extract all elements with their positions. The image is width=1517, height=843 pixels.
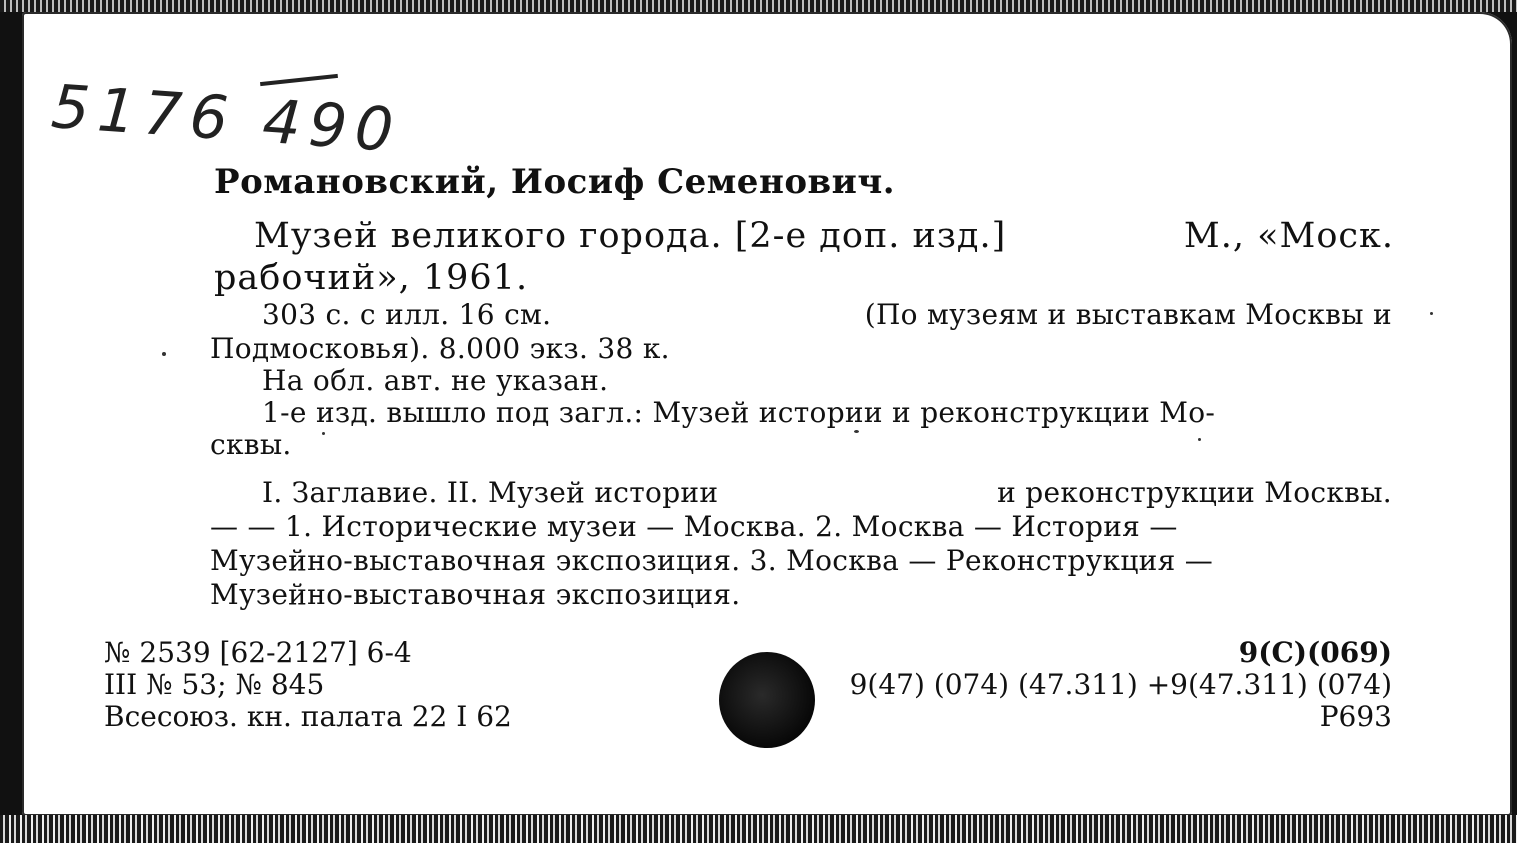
author-mark: Р693 bbox=[1319, 700, 1392, 733]
pages-size: 303 с. с илл. 16 см. bbox=[262, 298, 552, 331]
subject-title-entries: I. Заглавие. II. Музей истории bbox=[262, 476, 719, 509]
physical-description-line-2: Подмосковья). 8.000 экз. 38 к. bbox=[210, 332, 670, 365]
punch-hole bbox=[719, 652, 815, 748]
title-line-1 bbox=[254, 216, 1394, 256]
scan-speck bbox=[1430, 312, 1433, 315]
subject-line-1 bbox=[262, 476, 1392, 509]
handwritten-suffix: 490 bbox=[260, 86, 404, 167]
publisher-start: М., «Моск. bbox=[1183, 216, 1394, 256]
handwritten-number: 5176 bbox=[49, 72, 239, 155]
registration-number: № 2539 [62-2127] 6-4 bbox=[104, 636, 412, 669]
subject-line-3: Музейно-выставочная экспозиция. 3. Москва — Реконструкция — bbox=[210, 544, 1214, 577]
scan-speck bbox=[162, 352, 166, 356]
note-first-edition-line-2: сквы. bbox=[210, 428, 292, 461]
classification-code-1: 9(С)(069) bbox=[1238, 636, 1392, 669]
title-line-2: рабочий», 1961. bbox=[214, 258, 529, 298]
classification-code-2: 9(47) (074) (47.311) +9(47.311) (074) bbox=[849, 668, 1392, 701]
library-catalog-card bbox=[22, 12, 1512, 816]
subject-line-2: — — 1. Исторические музеи — Москва. 2. Москва — История — bbox=[210, 510, 1178, 543]
scan-speck bbox=[322, 432, 325, 435]
physical-description-line-1 bbox=[262, 298, 1392, 331]
title-text: Музей великого города. [2-е доп. изд.] bbox=[254, 216, 1007, 256]
series-number: III № 53; № 845 bbox=[104, 668, 325, 701]
handwritten-call-number bbox=[49, 72, 403, 166]
subject-reconstruction: и реконструкции Москвы. bbox=[997, 476, 1392, 509]
author-heading: Романовский, Иосиф Семенович. bbox=[214, 162, 896, 202]
note-first-edition-line-1: 1-е изд. вышло под загл.: Музей истории и реконструкции Мо- bbox=[262, 396, 1216, 429]
scan-speck bbox=[1198, 438, 1201, 441]
subject-line-4: Музейно-выставочная экспозиция. bbox=[210, 578, 741, 611]
scan-edge-bottom bbox=[0, 815, 1517, 843]
series-start: (По музеям и выставкам Москвы и bbox=[864, 298, 1392, 331]
note-author-not-indicated: На обл. авт. не указан. bbox=[262, 364, 609, 397]
chamber-imprint: Всесоюз. кн. палата 22 I 62 bbox=[104, 700, 512, 733]
scan-edge-top bbox=[0, 0, 1517, 12]
scan-speck bbox=[854, 430, 859, 433]
handwritten-overline bbox=[260, 74, 338, 86]
